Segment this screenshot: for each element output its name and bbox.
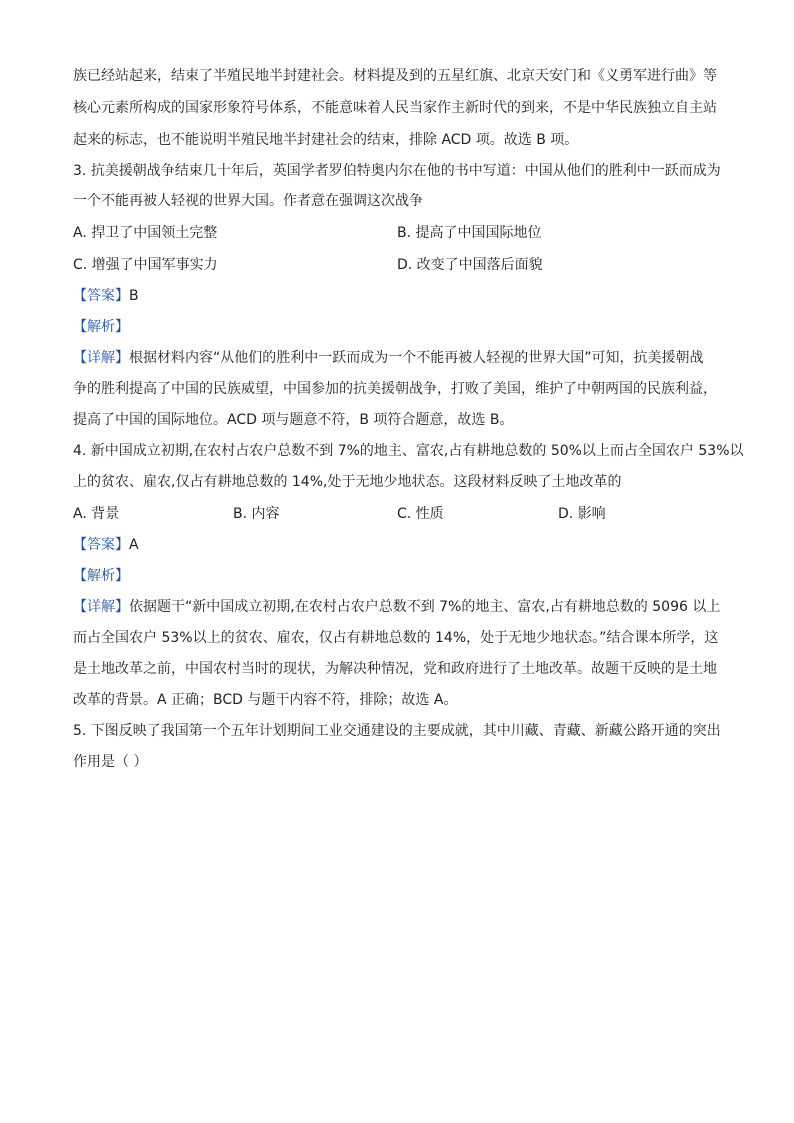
q4-option-a: A. 背景 (73, 506, 120, 522)
detail-text: 根据材料内容“从他们的胜利中一跃而成为一个不能再被人轻视的世界大国”可知，抗美援朝战 (129, 350, 704, 366)
q4-option-c: C. 性质 (397, 506, 444, 522)
q3-option-d: D. 改变了中国落后面貌 (397, 257, 543, 273)
q4-analysis-heading (73, 566, 129, 586)
q3-detail-line: 提高了中国的国际地位。ACD 项与题意不符，B 项符合题意，故选 B。 (73, 412, 514, 428)
q3-stem-line: 3. 抗美援朝战争结束几十年后，英国学者罗伯特奥内尔在他的书中写道：中国从他们的胜利中一跃而成为 (73, 163, 721, 179)
q3-detail-line: 争的胜利提高了中国的民族威望，中国参加的抗美援朝战争，打败了美国，维护了中朝两国的民族利益， (73, 381, 717, 397)
answer-value: B (129, 288, 139, 304)
q4-stem-line: 上的贫农、雇农,仅占有耕地总数的 14%,处于无地少地状态。这段材料反映了土地改革的 (73, 474, 622, 490)
answer-value: A (129, 537, 139, 553)
answer-tag: 【答案】 (73, 288, 129, 304)
detail-text: 依据题干“新中国成立初期,在农村占农户总数不到 7%的地主、富农,占有耕地总数的 5096 以上 (129, 599, 721, 615)
answer-tag: 【答案】 (73, 537, 129, 553)
q3-option-c: C. 增强了中国军事实力 (73, 257, 218, 273)
paragraph-line: 核心元素所构成的国家形象符号体系，不能意味着人民当家作主新时代的到来，不是中华民族独立自主站 (73, 100, 717, 116)
q4-detail-line: 改革的背景。A 正确；BCD 与题干内容不符，排除；故选 A。 (73, 692, 458, 708)
q4-detail-line: 是土地改革之前，中国农村当时的现状，为解决种情况，党和政府进行了土地改革。故题干反映的是土地 (73, 661, 717, 677)
q5-stem-line: 5. 下图反映了我国第一个五年计划期间工业交通建设的主要成就，其中川藏、青藏、新藏公路开通的突出 (73, 723, 721, 739)
q4-detail-line (73, 597, 720, 617)
q3-option-a: A. 捍卫了中国领土完整 (73, 225, 218, 241)
q4-answer (73, 535, 139, 555)
q3-detail-line (73, 348, 704, 368)
analysis-tag: 【解析】 (73, 319, 129, 335)
detail-tag: 【详解】 (73, 599, 129, 615)
q4-detail-line: 而占全国农户 53%以上的贫农、雇农，仅占有耕地总数的 14%，处于无地少地状态。”结合课本所学，这 (73, 630, 719, 646)
q3-analysis-heading (73, 317, 129, 337)
q3-answer (73, 286, 139, 306)
detail-tag: 【详解】 (73, 350, 129, 366)
q4-option-b: B. 内容 (233, 506, 280, 522)
q3-option-b: B. 提高了中国国际地位 (397, 225, 542, 241)
q4-option-d: D. 影响 (558, 506, 606, 522)
q5-stem-line: 作用是（ ） (73, 754, 148, 770)
q3-stem-line: 一个不能再被人轻视的世界大国。作者意在强调这次战争 (73, 193, 423, 209)
analysis-tag: 【解析】 (73, 568, 129, 584)
paragraph-line: 起来的标志，也不能说明半殖民地半封建社会的结束，排除 ACD 项。故选 B 项。 (73, 132, 579, 148)
paragraph-line: 族已经站起来，结束了半殖民地半封建社会。材料提及到的五星红旗、北京天安门和《义勇军进行曲》等 (73, 68, 717, 84)
q4-stem-line: 4. 新中国成立初期,在农村占农户总数不到 7%的地主、富农,占有耕地总数的 50%以上而占全国农户 53%以 (73, 443, 744, 459)
